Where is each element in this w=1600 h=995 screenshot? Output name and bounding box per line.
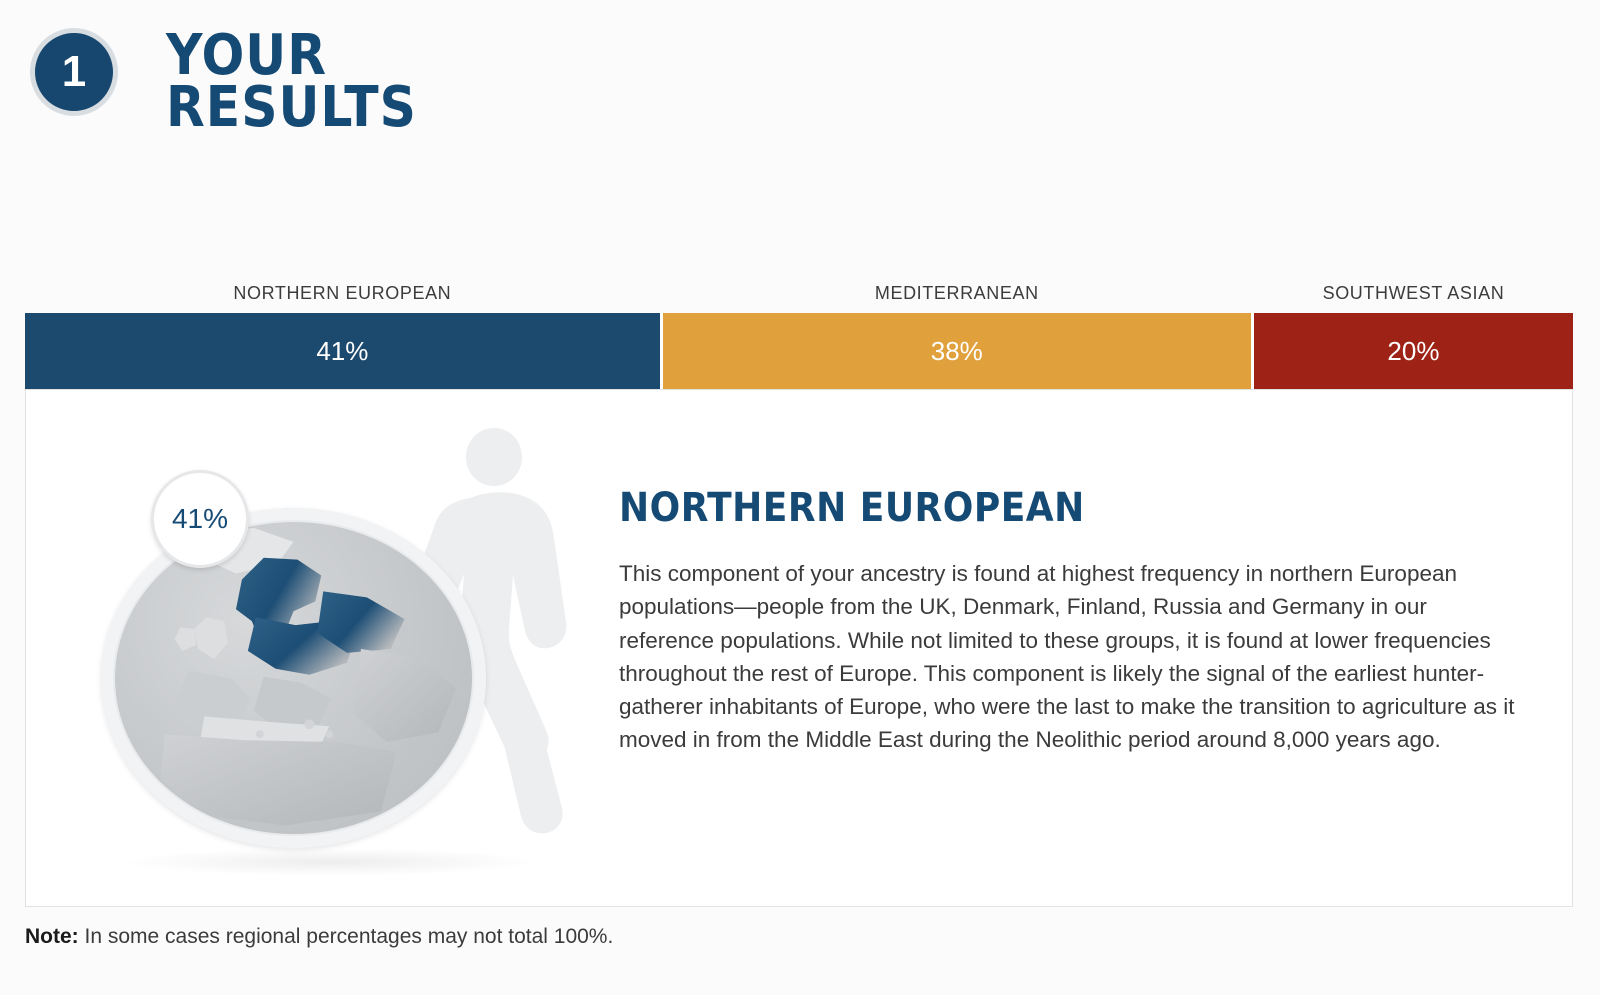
page-title: [166, 23, 417, 140]
chart-bars: [25, 313, 1573, 389]
step-number-badge: 1: [30, 28, 118, 116]
percentage-bubble: 41%: [151, 470, 249, 568]
footnote: [25, 925, 613, 949]
chart-label-southwest-asian: SOUTHWEST ASIAN: [1322, 283, 1505, 303]
footnote-label: Note:: [25, 925, 79, 948]
globe: [101, 508, 486, 848]
world-map-graphic: [115, 522, 472, 831]
chart-label-mediterranean: MEDITERRANEAN: [874, 283, 1039, 303]
globe-sphere: [115, 522, 472, 834]
ancestry-composition-chart: [25, 283, 1573, 389]
globe-shadow: [121, 848, 541, 876]
chart-label-northern-european: NORTHERN EUROPEAN: [233, 283, 452, 303]
globe-illustration: [66, 400, 586, 900]
chart-bar-southwest-asian[interactable]: 20%: [1254, 313, 1573, 389]
page-header: [30, 23, 417, 140]
component-description: [619, 485, 1519, 757]
chart-bar-mediterranean[interactable]: 38%: [663, 313, 1251, 389]
page-title-line-2: RESULTS: [166, 74, 417, 140]
footnote-text: In some cases regional percentages may not total 100%.: [78, 925, 614, 948]
chart-bar-northern-european[interactable]: 41%: [25, 313, 660, 389]
page-title-line-1: YOUR: [166, 23, 328, 88]
component-detail-panel: [25, 389, 1573, 907]
chart-category-labels: [25, 283, 1573, 313]
component-body-text: This component of your ancestry is found at highest frequency in northern European populations—people from the UK, Denmark, Finland, Russia and Germany in our reference populations. While not limited to these groups, it is found at lower frequencies throughout the rest of Europe. This component is likely the signal of the earliest hunter-gatherer inhabitants of Europe, who were the last to make the transition to agriculture as it moved in from the Middle East during the Neolithic period around 8,000 years ago.: [619, 561, 1515, 753]
component-heading: NORTHERN EUROPEAN: [619, 485, 1085, 531]
